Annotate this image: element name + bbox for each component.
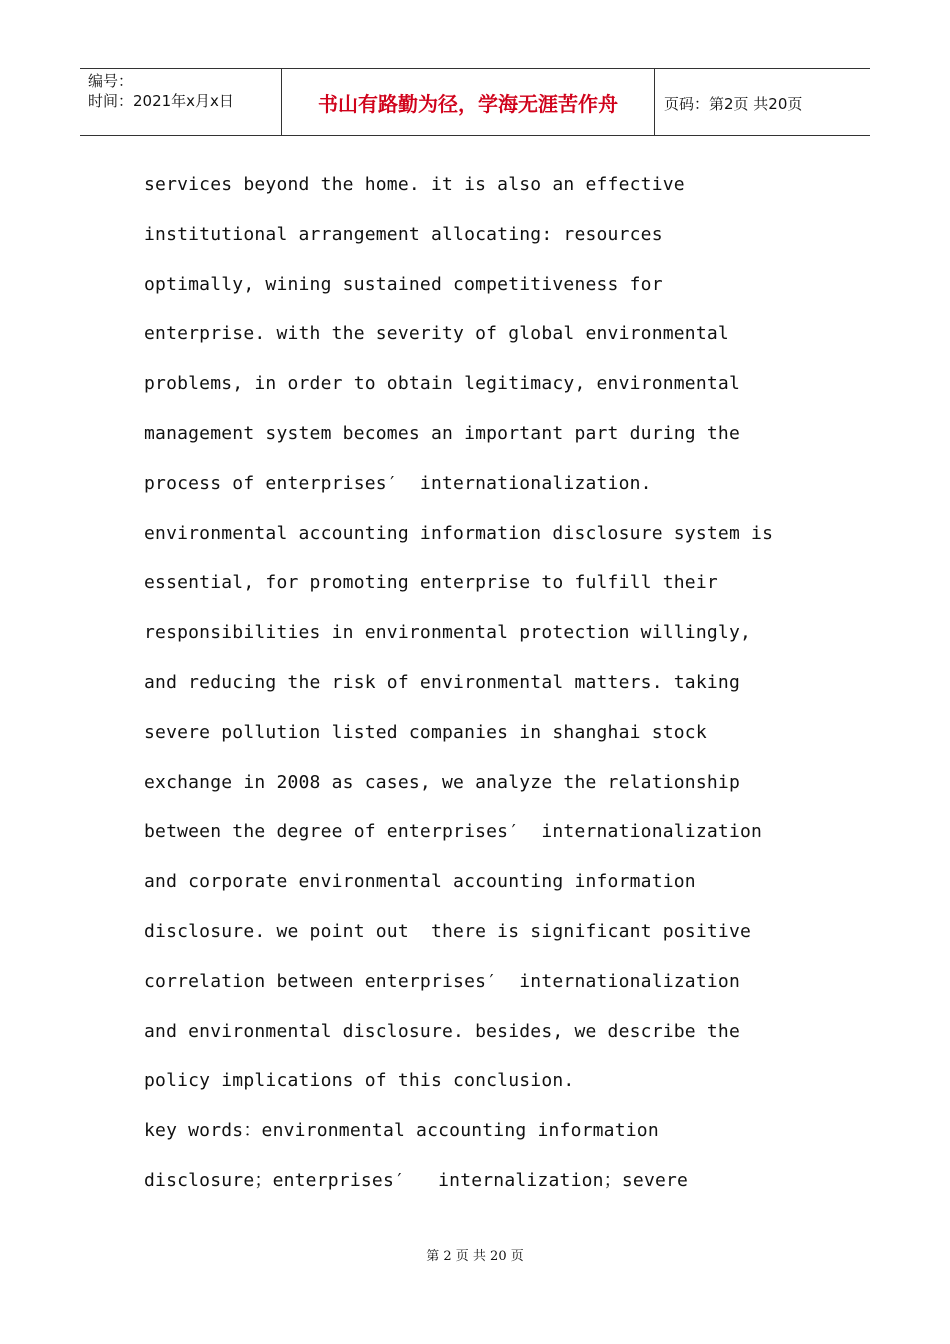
text-line: and reducing the risk of environmental matters. taking [144,671,740,693]
text-line: services beyond the home. it is also an effective [144,174,685,195]
text-line: environmental accounting information disclosure system is [144,522,774,544]
date-label: 时间：2021年x月x日 [88,92,234,110]
text-line: and environmental disclosure. besides, we describe the [144,1020,740,1042]
doc-number-label: 编号： [88,72,134,90]
text-line: exchange in 2008 as cases, we analyze the relationship [144,771,740,793]
text-line: problems, in order to obtain legitimacy, environmental [144,373,740,395]
header-motto: 书山有路勤为径，学海无涯苦作舟 [318,92,618,116]
text-line: policy implications of this conclusion. [144,1070,575,1092]
abstract-body [144,160,804,1206]
text-line: correlation between enterprises′ internationalization [144,970,740,992]
text-line: between the degree of enterprises′ internationalization [144,821,763,843]
header-divider-right [654,69,655,135]
text-line: disclosure. we point out there is significant positive [144,920,752,942]
text-line: responsibilities in environmental protection willingly, [144,622,752,644]
text-line: process of enterprises′ internationalization. [144,472,652,494]
header-meta [88,71,234,111]
text-line: enterprise. with the severity of global environmental [144,323,729,345]
keywords-line: disclosure；enterprises′ internalization；severe [144,1169,689,1191]
text-line: management system becomes an important part during the [144,422,740,444]
page-footer: 第 2 页 共 20 页 [426,1249,524,1264]
page-header [80,68,870,136]
text-line: essential, for promoting enterprise to fulfill their [144,572,718,594]
keywords-line: key words：environmental accounting information [144,1120,659,1142]
text-line: optimally, wining sustained competitiveness for [144,273,663,295]
text-line: severe pollution listed companies in shanghai stock [144,721,707,743]
text-line: institutional arrangement allocating: resources [144,223,663,245]
text-line: and corporate environmental accounting information [144,871,696,893]
header-page-info: 页码：第2页 共20页 [664,95,803,113]
